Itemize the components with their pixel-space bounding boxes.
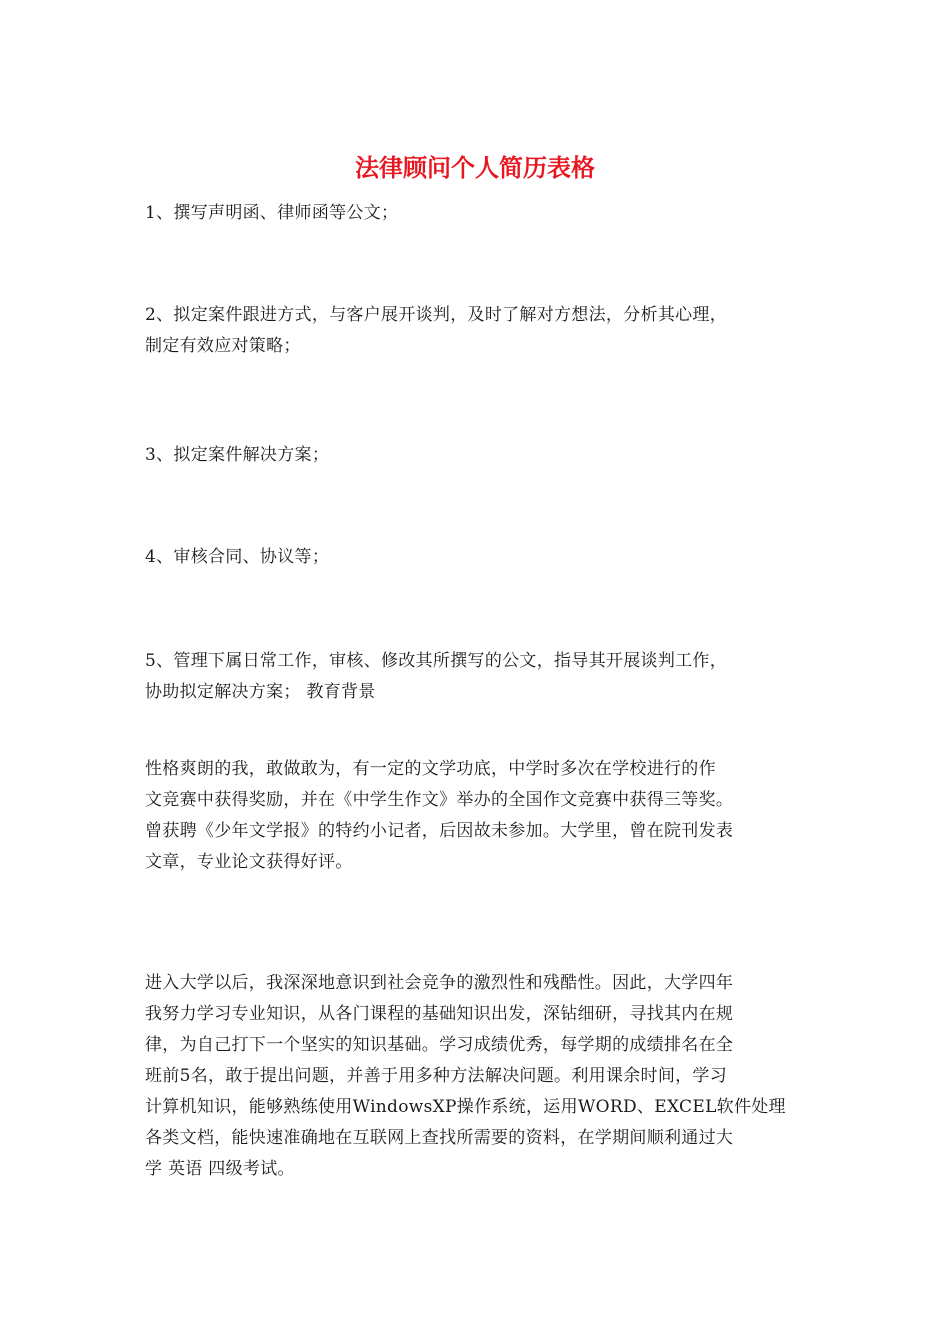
paragraph-line: 曾获聘《少年文学报》的特约小记者，后因故未参加。大学里，曾在院刊发表 — [145, 821, 734, 841]
duty-item-1 — [145, 198, 810, 229]
duty-item-3 — [145, 440, 810, 471]
duty-line: 5、管理下属日常工作，审核、修改其所撰写的公文，指导其开展谈判工作， — [145, 651, 728, 671]
paragraph-line: 律，为自己打下一个坚实的知识基础。学习成绩优秀，每学期的成绩排名在全 — [145, 1035, 734, 1055]
duty-item-4 — [145, 542, 810, 573]
paragraph-line: 进入大学以后，我深深地意识到社会竞争的激烈性和残酷性。因此，大学四年 — [145, 973, 734, 993]
duty-line: 1、撰写声明函、律师函等公文； — [145, 203, 399, 223]
duty-line: 协助拟定解决方案； 教育背景 — [145, 682, 376, 702]
duty-line: 3、拟定案件解决方案； — [145, 445, 330, 465]
duty-line: 2、拟定案件跟进方式，与客户展开谈判，及时了解对方想法，分析其心理， — [145, 305, 728, 325]
paragraph-line: 性格爽朗的我，敢做敢为，有一定的文学功底，中学时多次在学校进行的作 — [145, 759, 716, 779]
duty-line: 制定有效应对策略； — [145, 336, 301, 356]
university-paragraph — [145, 968, 810, 1185]
duty-item-5 — [145, 646, 810, 708]
paragraph-line: 文章，专业论文获得好评。 — [145, 852, 353, 872]
paragraph-line: 学 英语 四级考试。 — [145, 1159, 295, 1179]
duty-line: 4、审核合同、协议等； — [145, 547, 330, 567]
paragraph-line: 文竞赛中获得奖励，并在《中学生作文》举办的全国作文竞赛中获得三等奖。 — [145, 790, 734, 810]
paragraph-line: 各类文档，能快速准确地在互联网上查找所需要的资料，在学期间顺利通过大 — [145, 1128, 734, 1148]
personality-paragraph — [145, 754, 810, 878]
duty-item-2 — [145, 300, 810, 362]
paragraph-line: 计算机知识，能够熟练使用WindowsXP操作系统，运用WORD、EXCEL软件处理 — [145, 1097, 786, 1117]
page-title: 法律顾问个人简历表格 — [355, 154, 595, 182]
paragraph-line: 我努力学习专业知识，从各门课程的基础知识出发，深钻细研，寻找其内在规 — [145, 1004, 734, 1024]
paragraph-line: 班前5名，敢于提出问题，并善于用多种方法解决问题。利用课余时间，学习 — [145, 1066, 728, 1086]
